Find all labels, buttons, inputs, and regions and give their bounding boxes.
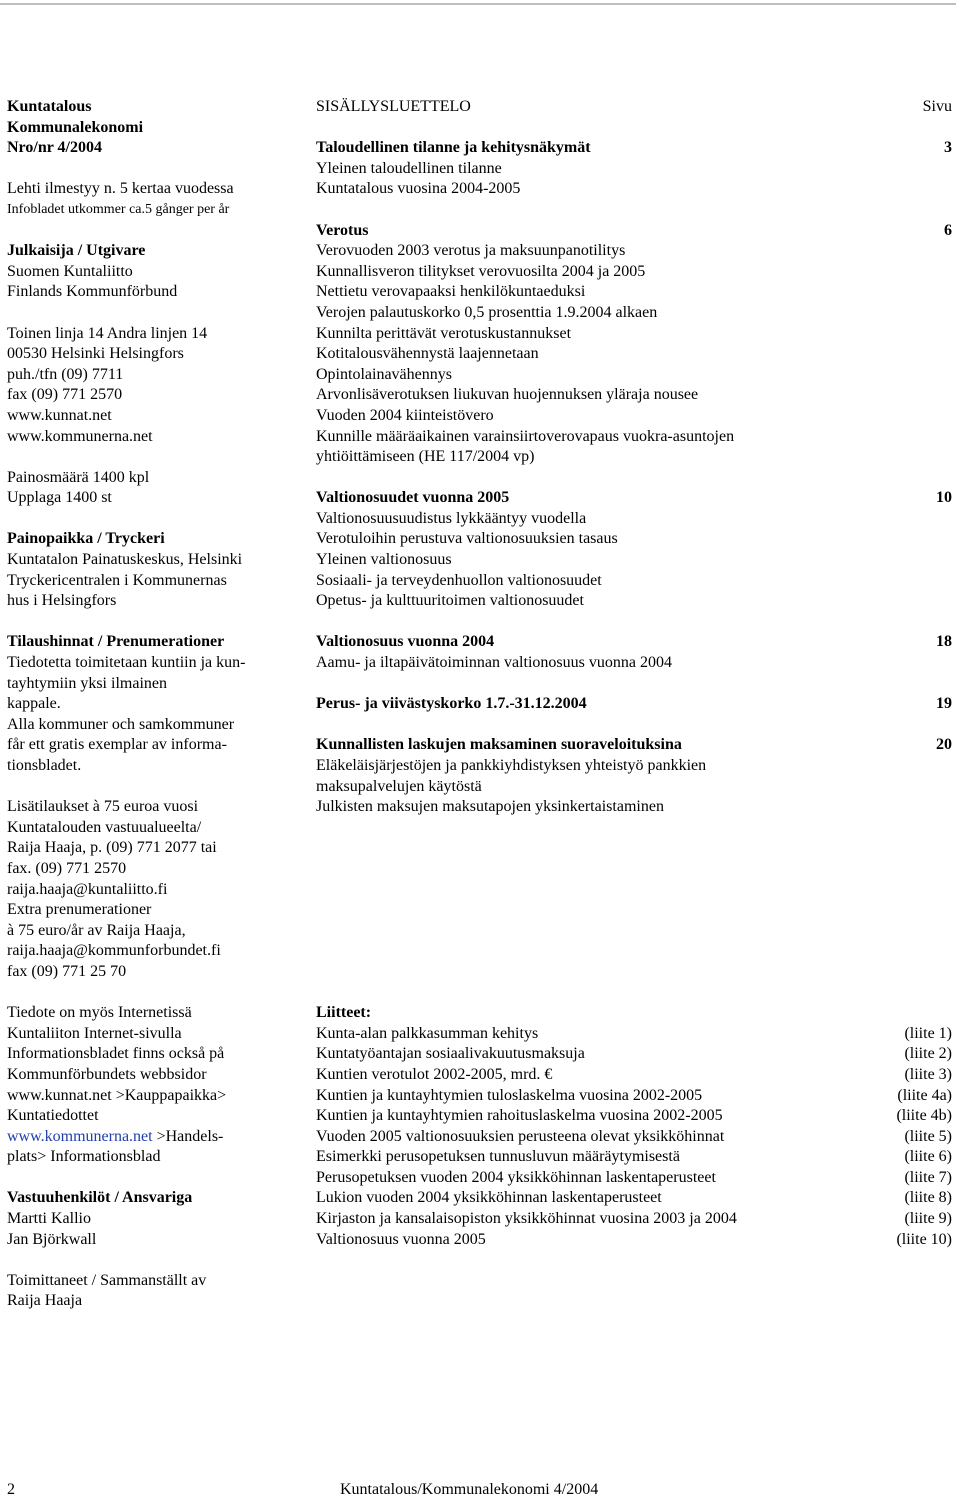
attachment-title: Kuntatyöantajan sosiaalivakuutusmaksuja xyxy=(316,1045,585,1063)
attachment-ref: (liite 1) xyxy=(904,1024,952,1042)
publisher-heading: Julkaisija / Utgivare xyxy=(7,242,146,260)
printer-line: hus i Helsingfors xyxy=(7,592,117,610)
extra-orders-line: fax. (09) 771 2570 xyxy=(7,859,127,877)
internet-link-suffix: >Handels- xyxy=(152,1127,224,1145)
orders-line: tionsbladet. xyxy=(7,757,82,774)
masthead-title-sv: Kommunalekonomi xyxy=(7,118,144,136)
toc-title: SISÄLLYSLUETTELO xyxy=(316,98,471,115)
phone-line: puh./tfn (09) 7711 xyxy=(7,365,124,383)
toc-page-number: 10 xyxy=(936,489,952,507)
attachment-ref: (liite 9) xyxy=(904,1210,952,1228)
page-number: 2 xyxy=(7,1481,15,1498)
toc-item: Nettietu verovapaaksi henkilökuntaeduksi xyxy=(316,283,586,301)
toc-section-heading[interactable] xyxy=(316,694,952,715)
frequency-fi: Lehti ilmestyy n. 5 kertaa vuodessa xyxy=(7,180,234,198)
print-run: Upplaga 1400 st xyxy=(7,489,112,507)
email-link[interactable]: raija.haaja@kommunforbundet.fi xyxy=(7,942,221,960)
website-link[interactable]: www.kommunerna.net xyxy=(7,427,153,445)
attachment-row[interactable] xyxy=(316,1024,952,1045)
toc-page-number: 19 xyxy=(936,695,952,713)
toc-item: Valtionosuusuudistus lykkääntyy vuodella xyxy=(316,509,587,527)
internet-line: www.kunnat.net >Kauppapaikka> xyxy=(7,1086,227,1104)
toc-page-number: 3 xyxy=(944,139,952,157)
toc-item: Verovuoden 2003 verotus ja maksuunpanotilitys xyxy=(316,242,626,260)
toc-item: Kunnallisveron tilitykset verovuosilta 2004 ja 2005 xyxy=(316,262,646,280)
attachment-title: Valtionosuus vuonna 2005 xyxy=(316,1230,486,1248)
toc-item: Julkisten maksujen maksutapojen yksinkertaistaminen xyxy=(316,798,664,816)
responsible-person: Jan Björkwall xyxy=(7,1230,97,1248)
extra-orders-line: Kuntatalouden vastuualueelta/ xyxy=(7,818,202,836)
attachment-row[interactable] xyxy=(316,1127,952,1148)
attachment-title: Lukion vuoden 2004 yksikköhinnan laskentaperusteet xyxy=(316,1189,662,1207)
internet-link-line xyxy=(7,1127,307,1148)
attachment-title: Kuntien verotulot 2002-2005, mrd. € xyxy=(316,1065,553,1083)
toc-item: Yleinen valtionosuus xyxy=(316,551,452,569)
extra-orders-line: Raija Haaja, p. (09) 771 2077 tai xyxy=(7,839,217,857)
toc-item: Verojen palautuskorko 0,5 prosenttia 1.9.2004 alkaen xyxy=(316,303,658,321)
toc-section-heading[interactable] xyxy=(316,632,952,653)
toc-column xyxy=(316,97,952,1250)
toc-item: Yleinen taloudellinen tilanne xyxy=(316,159,502,177)
toc-item: Eläkeläisjärjestöjen ja pankkiyhdistyksen yhteistyö pankkien xyxy=(316,757,707,774)
address-line: 00530 Helsinki Helsingfors xyxy=(7,345,184,363)
orders-line: Tiedotetta toimitetaan kuntiin ja kun- xyxy=(7,654,246,672)
attachment-ref: (liite 10) xyxy=(896,1230,952,1248)
attachment-row[interactable] xyxy=(316,1106,952,1127)
page-footer xyxy=(0,1480,960,1502)
attachment-ref: (liite 2) xyxy=(904,1045,952,1063)
attachment-title: Kuntien ja kuntayhtymien rahoituslaskelma vuosina 2002-2005 xyxy=(316,1107,723,1125)
attachment-title: Kirjaston ja kansalaisopiston yksikköhinnat vuosina 2003 ja 2004 xyxy=(316,1210,737,1228)
orders-line: får ett gratis exemplar av informa- xyxy=(7,736,227,754)
attachment-row[interactable] xyxy=(316,1065,952,1086)
toc-section-title: Valtionosuudet vuonna 2005 xyxy=(316,489,510,507)
responsible-person: Martti Kallio xyxy=(7,1210,91,1228)
attachment-title: Kuntien ja kuntayhtymien tuloslaskelma vuosina 2002-2005 xyxy=(316,1086,703,1104)
colophon-column xyxy=(7,97,307,1312)
attachment-ref: (liite 4b) xyxy=(896,1107,952,1125)
orders-heading: Tilaushinnat / Prenumerationer xyxy=(7,633,225,651)
internet-line: Informationsbladet finns också på xyxy=(7,1045,225,1063)
toc-item: maksupalvelujen käytöstä xyxy=(316,777,482,795)
toc-item: Opetus- ja kulttuuritoimen valtionosuudet xyxy=(316,592,584,610)
toc-item: Kunnilta perittävät verotuskustannukset xyxy=(316,324,572,342)
kommunerna-link[interactable]: www.kommunerna.net xyxy=(7,1127,153,1145)
toc-header xyxy=(316,97,952,118)
email-link[interactable]: raija.haaja@kuntaliitto.fi xyxy=(7,880,168,898)
toc-item: Kunnille määräaikainen varainsiirtoverovapaus vuokra-asuntojen xyxy=(316,427,735,445)
attachments-heading: Liitteet: xyxy=(316,1004,372,1022)
attachment-ref: (liite 3) xyxy=(904,1065,952,1083)
internet-line: Tiedote on myös Internetissä xyxy=(7,1004,192,1022)
toc-item: yhtiöittämiseen (HE 117/2004 vp) xyxy=(316,448,535,466)
toc-item: Opintolainavähennys xyxy=(316,365,452,383)
toc-section-title: Valtionosuus vuonna 2004 xyxy=(316,633,495,651)
attachment-title: Kunta-alan palkkasumman kehitys xyxy=(316,1024,539,1042)
attachment-ref: (liite 8) xyxy=(904,1189,952,1207)
attachment-title: Vuoden 2005 valtionosuuksien perusteena olevat yksikköhinnat xyxy=(316,1127,725,1145)
toc-item: Kuntatalous vuosina 2004-2005 xyxy=(316,180,521,198)
footer-publication: Kuntatalous/Kommunalekonomi 4/2004 xyxy=(340,1481,599,1498)
internet-line: Kuntaliiton Internet-sivulla xyxy=(7,1024,182,1042)
attachment-ref: (liite 4a) xyxy=(897,1086,952,1104)
toc-item: Aamu- ja iltapäivätoiminnan valtionosuus vuonna 2004 xyxy=(316,654,672,672)
attachment-title: Perusopetuksen vuoden 2004 yksikköhinnan laskentaperusteet xyxy=(316,1168,716,1186)
internet-line: plats> Informationsblad xyxy=(7,1148,161,1166)
toc-item: Verotuloihin perustuva valtionosuuksien tasaus xyxy=(316,530,618,548)
print-run: Painosmäärä 1400 kpl xyxy=(7,468,150,486)
attachment-row[interactable] xyxy=(316,1147,952,1168)
attachment-row[interactable] xyxy=(316,1230,952,1251)
internet-line: Kuntatiedottet xyxy=(7,1107,99,1125)
toc-section-heading[interactable] xyxy=(316,138,952,159)
editors-line: Raija Haaja xyxy=(7,1292,83,1310)
toc-item: Kotitalousvähennystä laajennetaan xyxy=(316,345,539,363)
publisher-line: Suomen Kuntaliitto xyxy=(7,262,133,280)
attachment-row[interactable] xyxy=(316,1188,952,1209)
printer-heading: Painopaikka / Tryckeri xyxy=(7,530,165,548)
website-link[interactable]: www.kunnat.net xyxy=(7,406,112,424)
masthead-title: Kuntatalous xyxy=(7,98,92,115)
extra-orders-line: fax (09) 771 25 70 xyxy=(7,962,127,980)
address-line: Toinen linja 14 Andra linjen 14 xyxy=(7,324,208,342)
toc-item: Arvonlisäverotuksen liukuvan huojennuksen yläraja nousee xyxy=(316,386,699,404)
toc-page-label: Sivu xyxy=(922,98,952,115)
toc-section-title: Taloudellinen tilanne ja kehitysnäkymät xyxy=(316,139,591,157)
toc-section-heading[interactable] xyxy=(316,735,952,756)
frequency-sv: Infobladet utkommer ca.5 gånger per år xyxy=(7,201,230,217)
toc-section-title: Verotus xyxy=(316,221,369,239)
toc-item: Vuoden 2004 kiinteistövero xyxy=(316,406,494,424)
toc-page-number: 18 xyxy=(936,633,952,651)
extra-orders-line: Lisätilaukset à 75 euroa vuosi xyxy=(7,798,199,816)
fax-line: fax (09) 771 2570 xyxy=(7,386,123,404)
toc-page-number: 6 xyxy=(944,221,952,239)
top-rule xyxy=(0,3,956,5)
attachment-row[interactable] xyxy=(316,1168,952,1189)
toc-section-heading[interactable] xyxy=(316,221,952,242)
toc-page-number: 20 xyxy=(936,736,952,754)
extra-orders-line: à 75 euro/år av Raija Haaja, xyxy=(7,921,186,939)
attachment-row[interactable] xyxy=(316,1044,952,1065)
internet-line: Kommunförbundets webbsidor xyxy=(7,1065,207,1083)
attachment-ref: (liite 5) xyxy=(904,1127,952,1145)
responsible-heading: Vastuuhenkilöt / Ansvariga xyxy=(7,1189,193,1207)
attachment-ref: (liite 6) xyxy=(904,1148,952,1166)
attachment-row[interactable] xyxy=(316,1209,952,1230)
toc-item: Sosiaali- ja terveydenhuollon valtionosuudet xyxy=(316,571,602,589)
orders-line: kappale. xyxy=(7,695,61,713)
orders-line: Alla kommuner och samkommuner xyxy=(7,715,235,733)
extra-orders-line: Extra prenumerationer xyxy=(7,901,152,919)
toc-section-title: Perus- ja viivästyskorko 1.7.-31.12.2004 xyxy=(316,695,587,713)
attachment-ref: (liite 7) xyxy=(904,1168,952,1186)
printer-line: Tryckericentralen i Kommunernas xyxy=(7,571,227,589)
issue-number: Nro/nr 4/2004 xyxy=(7,139,102,157)
toc-section-title: Kunnallisten laskujen maksaminen suoraveloituksina xyxy=(316,736,682,754)
publisher-line: Finlands Kommunförbund xyxy=(7,283,178,301)
printer-line: Kuntatalon Painatuskeskus, Helsinki xyxy=(7,551,243,569)
attachment-row[interactable] xyxy=(316,1086,952,1107)
toc-section-heading[interactable] xyxy=(316,488,952,509)
editors-line: Toimittaneet / Sammanställt av xyxy=(7,1271,207,1289)
attachment-title: Esimerkki perusopetuksen tunnusluvun määräytymisestä xyxy=(316,1148,680,1166)
orders-line: tayhtymiin yksi ilmainen xyxy=(7,674,167,692)
